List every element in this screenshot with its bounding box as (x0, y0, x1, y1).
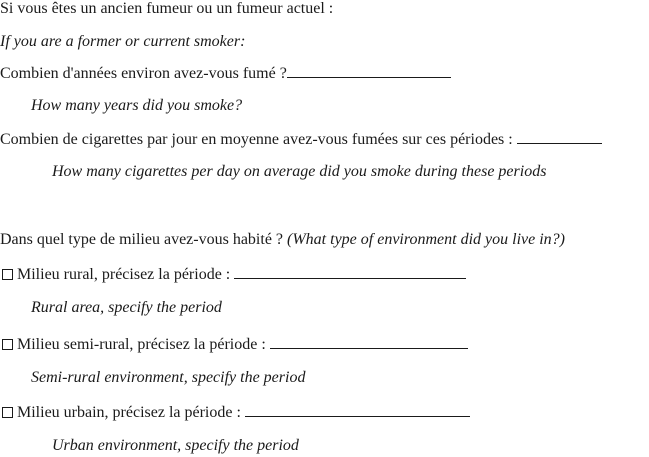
rural-option (0, 265, 466, 283)
rural-option-label: Milieu rural, précisez la période : (17, 266, 231, 283)
urban-option-en-text: Urban environment, specify the period (52, 437, 299, 454)
urban-option (0, 403, 470, 421)
rural-option-en-text: Rural area, specify the period (31, 299, 222, 316)
years-question-en-text: How many years did you smoke? (31, 97, 243, 114)
semi-rural-option-en (31, 369, 305, 387)
years-question-en (31, 97, 242, 115)
years-question (0, 64, 451, 82)
environment-question-en: (What type of environment did you live in?) (287, 231, 566, 248)
years-question-text: Combien d'années environ avez-vous fumé ? (0, 65, 287, 82)
cigs-question (0, 130, 602, 148)
semi-rural-option-en-text: Semi-rural environment, specify the period (31, 369, 306, 386)
years-answer-field[interactable] (287, 64, 451, 78)
cigs-question-en (52, 163, 546, 181)
smoker-intro-fr-text: Si vous êtes un ancien fumeur ou un fumeur actuel : (0, 0, 334, 17)
environment-question (0, 231, 565, 249)
cigs-question-text: Combien de cigarettes par jour en moyenne avez-vous fumées sur ces périodes : (0, 131, 513, 148)
semi-rural-period-field[interactable] (270, 335, 468, 349)
cigs-answer-field[interactable] (517, 130, 602, 144)
semi-rural-checkbox[interactable] (2, 339, 13, 350)
urban-period-field[interactable] (245, 403, 470, 417)
smoker-intro-fr (0, 0, 333, 18)
smoker-intro-en (0, 33, 245, 51)
semi-rural-option-label: Milieu semi-rural, précisez la période : (17, 336, 266, 353)
rural-checkbox[interactable] (2, 269, 13, 280)
smoker-intro-en-text: If you are a former or current smoker: (0, 33, 246, 50)
environment-question-fr: Dans quel type de milieu avez-vous habité ? (0, 231, 284, 248)
rural-option-en (31, 299, 222, 317)
rural-period-field[interactable] (234, 265, 466, 279)
cigs-question-en-text: How many cigarettes per day on average did you smoke during these periods (52, 163, 547, 180)
urban-option-en (52, 437, 299, 455)
semi-rural-option (0, 335, 468, 353)
urban-option-label: Milieu urbain, précisez la période : (17, 404, 241, 421)
urban-checkbox[interactable] (2, 407, 13, 418)
